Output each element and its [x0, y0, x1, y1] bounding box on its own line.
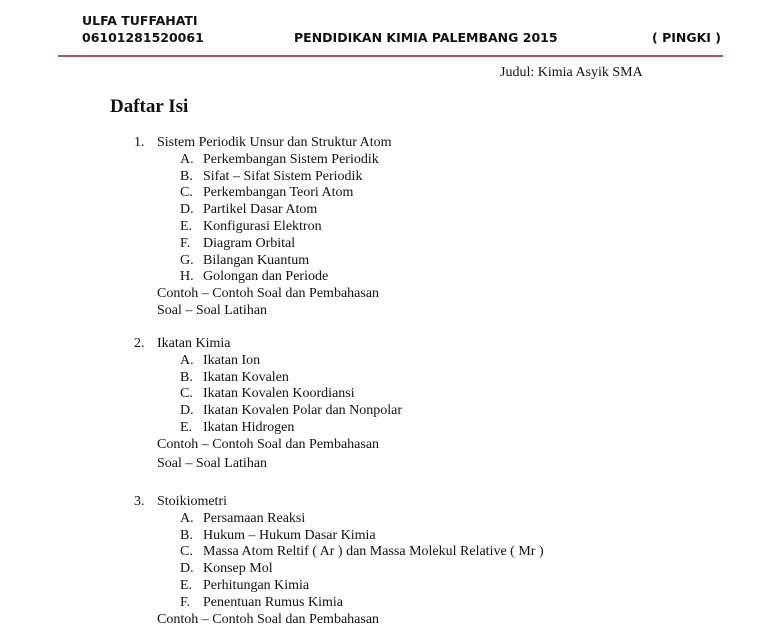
subitem-letter: D.: [180, 403, 194, 419]
toc-title: Daftar Isi: [110, 96, 189, 117]
subitem-text: Persamaan Reaksi: [203, 510, 306, 526]
subitem-text: Perkembangan Teori Atom: [203, 185, 354, 201]
section-title: Stoikiometri: [157, 494, 227, 509]
subitem-letter: A.: [180, 352, 194, 368]
subitem-letter: E.: [180, 219, 193, 234]
section-number: 2.: [134, 336, 145, 351]
subitem-text: Bilangan Kuantum: [203, 252, 310, 268]
subitem-text: Perkembangan Sistem Periodik: [203, 151, 379, 167]
subitem-letter: B.: [180, 168, 193, 184]
document-judul: Judul: Kimia Asyik SMA: [500, 65, 643, 80]
subitem-text: Konfigurasi Elektron: [203, 219, 322, 234]
subitem-letter: D.: [180, 202, 194, 218]
subitem-text: Sifat – Sifat Sistem Periodik: [203, 168, 363, 184]
subitem-text: Partikel Dasar Atom: [203, 202, 318, 218]
subitem-letter: E.: [180, 578, 193, 593]
subitem-letter: F.: [180, 594, 191, 610]
section-extra: Soal – Soal Latihan: [157, 303, 268, 318]
section-extra: Contoh – Contoh Soal dan Pembahasan: [157, 611, 380, 627]
subitem-text: Diagram Orbital: [203, 235, 296, 251]
section-title: Sistem Periodik Unsur dan Struktur Atom: [157, 135, 392, 150]
subitem-letter: A.: [180, 510, 194, 526]
header-nickname: ( PINGKI ): [652, 30, 722, 45]
section-number: 1.: [134, 135, 145, 150]
header-student-id: 06101281520061: [82, 30, 204, 45]
subitem-letter: B.: [180, 527, 193, 543]
subitem-text: Ikatan Kovalen: [203, 369, 289, 385]
section-extra: Soal – Soal Latihan: [157, 455, 268, 471]
subitem-letter: D.: [180, 561, 194, 577]
subitem-text: Massa Atom Reltif ( Ar ) dan Massa Molekul Relative ( Mr ): [203, 544, 544, 560]
subitem-letter: C.: [180, 185, 193, 201]
subitem-letter: G.: [180, 252, 194, 268]
section-extra: Contoh – Contoh Soal dan Pembahasan: [157, 286, 380, 302]
subitem-letter: F.: [180, 235, 191, 251]
section-extra: Contoh – Contoh Soal dan Pembahasan: [157, 436, 380, 452]
subitem-letter: E.: [180, 420, 193, 435]
subitem-text: Hukum – Hukum Dasar Kimia: [203, 527, 376, 543]
subitem-letter: C.: [180, 544, 193, 560]
section-title: Ikatan Kimia: [157, 336, 231, 351]
subitem-text: Konsep Mol: [203, 561, 273, 577]
subitem-text: Perhitungan Kimia: [203, 578, 310, 593]
header-divider: [58, 55, 723, 57]
subitem-text: Ikatan Kovalen Polar dan Nonpolar: [203, 403, 403, 419]
subitem-text: Ikatan Hidrogen: [203, 420, 295, 435]
subitem-text: Ikatan Kovalen Koordiansi: [203, 386, 355, 402]
section-number: 3.: [134, 494, 145, 509]
subitem-letter: H.: [180, 269, 194, 285]
subitem-letter: C.: [180, 386, 193, 402]
subitem-text: Penentuan Rumus Kimia: [203, 594, 343, 610]
subitem-letter: A.: [180, 151, 194, 167]
header-institution: PENDIDIKAN KIMIA PALEMBANG 2015: [294, 30, 558, 45]
subitem-text: Ikatan Ion: [203, 352, 261, 368]
subitem-letter: B.: [180, 369, 193, 385]
header-author-name: ULFA TUFFAHATI: [82, 13, 198, 28]
subitem-text: Golongan dan Periode: [203, 269, 329, 285]
